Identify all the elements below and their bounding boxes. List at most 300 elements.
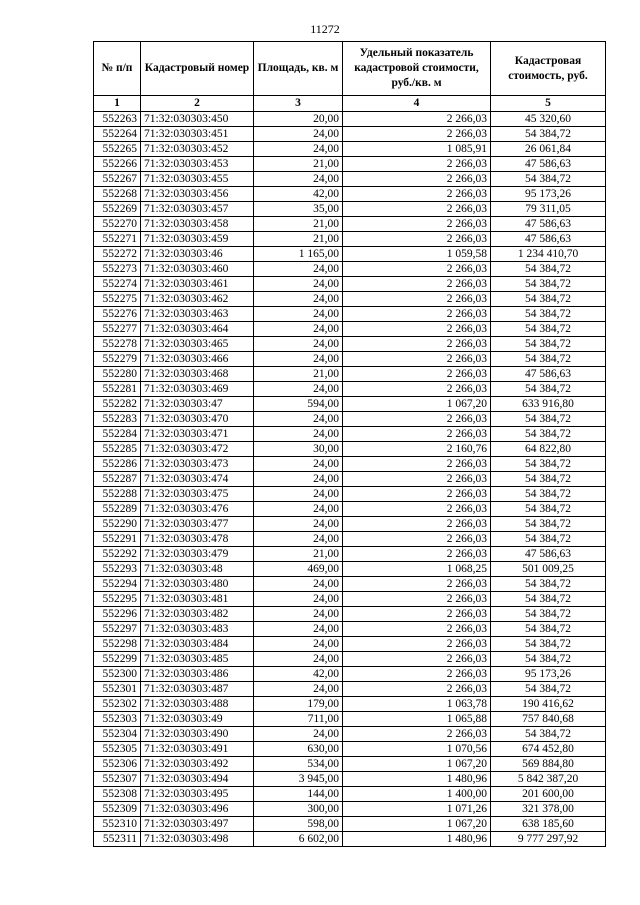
cadastral-value: 54 384,72 [491,682,606,697]
cadastral-value: 54 384,72 [491,172,606,187]
row-number: 552308 [94,787,141,802]
cadastral-value: 54 384,72 [491,307,606,322]
specific-value: 1 071,26 [343,802,491,817]
specific-value: 1 400,00 [343,787,491,802]
cadastral-value: 47 586,63 [491,232,606,247]
cadastral-number: 71:32:030303:492 [141,757,254,772]
specific-value: 1 068,25 [343,562,491,577]
cadastral-number: 71:32:030303:468 [141,367,254,382]
area-value: 20,00 [254,112,343,127]
cadastral-value: 190 416,62 [491,697,606,712]
area-value: 24,00 [254,307,343,322]
table-row [94,637,606,652]
cadastral-value: 5 842 387,20 [491,772,606,787]
area-value: 24,00 [254,652,343,667]
specific-value: 2 266,03 [343,292,491,307]
cadastral-value: 54 384,72 [491,322,606,337]
table-row [94,832,606,847]
area-value: 24,00 [254,622,343,637]
row-number: 552290 [94,517,141,532]
cadastral-value: 54 384,72 [491,352,606,367]
cadastral-value: 54 384,72 [491,472,606,487]
table-row [94,367,606,382]
row-number: 552298 [94,637,141,652]
table-row [94,352,606,367]
area-value: 534,00 [254,757,343,772]
table-row [94,667,606,682]
specific-value: 2 266,03 [343,547,491,562]
page-number: 11272 [310,22,340,36]
specific-value: 2 266,03 [343,487,491,502]
cadastral-value: 54 384,72 [491,292,606,307]
table-row [94,247,606,262]
table-row [94,232,606,247]
table-row [94,457,606,472]
cadastral-number: 71:32:030303:47 [141,397,254,412]
cadastral-value: 54 384,72 [491,532,606,547]
specific-value: 2 266,03 [343,667,491,682]
table-row [94,427,606,442]
cadastral-value: 54 384,72 [491,457,606,472]
row-number: 552307 [94,772,141,787]
table-body [94,112,606,847]
cadastral-number: 71:32:030303:484 [141,637,254,652]
row-number: 552293 [94,562,141,577]
cadastral-value: 54 384,72 [491,592,606,607]
specific-value: 1 480,96 [343,772,491,787]
cadastral-value: 674 452,80 [491,742,606,757]
cadastral-value: 54 384,72 [491,277,606,292]
specific-value: 2 266,03 [343,607,491,622]
cadastral-value: 501 009,25 [491,562,606,577]
table-row [94,532,606,547]
cadastral-value: 95 173,26 [491,187,606,202]
table-row [94,412,606,427]
cadastral-number: 71:32:030303:452 [141,142,254,157]
area-value: 24,00 [254,292,343,307]
table-row [94,682,606,697]
table-row [94,442,606,457]
column-number: 4 [343,96,491,112]
row-number: 552287 [94,472,141,487]
cadastral-value: 54 384,72 [491,622,606,637]
column-number: 5 [491,96,606,112]
row-number: 552304 [94,727,141,742]
cadastral-number: 71:32:030303:465 [141,337,254,352]
row-number: 552284 [94,427,141,442]
row-number: 552286 [94,457,141,472]
cadastral-number: 71:32:030303:466 [141,352,254,367]
table-row [94,202,606,217]
area-value: 24,00 [254,577,343,592]
cadastral-number: 71:32:030303:496 [141,802,254,817]
specific-value: 2 266,03 [343,337,491,352]
row-number: 552271 [94,232,141,247]
cadastral-value: 47 586,63 [491,547,606,562]
area-value: 21,00 [254,217,343,232]
row-number: 552303 [94,712,141,727]
cadastral-number: 71:32:030303:479 [141,547,254,562]
area-value: 24,00 [254,337,343,352]
row-number: 552270 [94,217,141,232]
cadastral-number: 71:32:030303:490 [141,727,254,742]
table-row [94,112,606,127]
specific-value: 2 266,03 [343,457,491,472]
header-cadastral-value: Кадастровая стоимость, руб. [491,42,606,96]
specific-value: 2 266,03 [343,682,491,697]
row-number: 552282 [94,397,141,412]
cadastral-number: 71:32:030303:472 [141,442,254,457]
specific-value: 2 266,03 [343,367,491,382]
specific-value: 2 266,03 [343,502,491,517]
area-value: 24,00 [254,592,343,607]
table-row [94,727,606,742]
table-row [94,322,606,337]
column-number-row [94,96,606,112]
area-value: 24,00 [254,487,343,502]
row-number: 552280 [94,367,141,382]
cadastral-value: 45 320,60 [491,112,606,127]
row-number: 552277 [94,322,141,337]
cadastral-value: 54 384,72 [491,337,606,352]
cadastral-number: 71:32:030303:471 [141,427,254,442]
cadastral-value: 54 384,72 [491,577,606,592]
area-value: 24,00 [254,127,343,142]
cadastral-value: 54 384,72 [491,412,606,427]
header-num: № п/п [94,42,141,96]
row-number: 552278 [94,337,141,352]
table-row [94,142,606,157]
cadastral-number: 71:32:030303:476 [141,502,254,517]
specific-value: 2 266,03 [343,532,491,547]
row-number: 552288 [94,487,141,502]
cadastral-value: 321 378,00 [491,802,606,817]
area-value: 24,00 [254,472,343,487]
specific-value: 1 067,20 [343,817,491,832]
table-row [94,562,606,577]
cadastral-value: 54 384,72 [491,652,606,667]
specific-value: 2 266,03 [343,427,491,442]
row-number: 552294 [94,577,141,592]
table-row [94,487,606,502]
row-number: 552289 [94,502,141,517]
cadastral-number: 71:32:030303:470 [141,412,254,427]
cadastral-number: 71:32:030303:487 [141,682,254,697]
area-value: 30,00 [254,442,343,457]
specific-value: 2 266,03 [343,232,491,247]
area-value: 179,00 [254,697,343,712]
row-number: 552265 [94,142,141,157]
specific-value: 2 266,03 [343,517,491,532]
table-row [94,262,606,277]
cadastral-value: 54 384,72 [491,487,606,502]
area-value: 144,00 [254,787,343,802]
column-number: 1 [94,96,141,112]
table-row [94,787,606,802]
header-area: Площадь, кв. м [254,42,343,96]
cadastral-number: 71:32:030303:460 [141,262,254,277]
table-row [94,742,606,757]
table-row [94,757,606,772]
area-value: 24,00 [254,277,343,292]
cadastral-number: 71:32:030303:48 [141,562,254,577]
area-value: 24,00 [254,457,343,472]
cadastral-number: 71:32:030303:457 [141,202,254,217]
table-row [94,592,606,607]
area-value: 42,00 [254,667,343,682]
row-number: 552291 [94,532,141,547]
area-value: 6 602,00 [254,832,343,847]
cadastral-number: 71:32:030303:450 [141,112,254,127]
row-number: 552295 [94,592,141,607]
cadastral-number: 71:32:030303:464 [141,322,254,337]
table-row [94,502,606,517]
row-number: 552274 [94,277,141,292]
table-row [94,307,606,322]
table-row [94,697,606,712]
specific-value: 2 266,03 [343,307,491,322]
table-row [94,382,606,397]
cadastral-value: 54 384,72 [491,382,606,397]
specific-value: 2 266,03 [343,577,491,592]
specific-value: 2 266,03 [343,202,491,217]
column-number: 3 [254,96,343,112]
specific-value: 1 067,20 [343,397,491,412]
specific-value: 2 266,03 [343,127,491,142]
row-number: 552299 [94,652,141,667]
cadastral-number: 71:32:030303:497 [141,817,254,832]
cadastral-number: 71:32:030303:480 [141,577,254,592]
cadastral-number: 71:32:030303:453 [141,157,254,172]
cadastral-value: 47 586,63 [491,157,606,172]
area-value: 598,00 [254,817,343,832]
table-row [94,157,606,172]
row-number: 552292 [94,547,141,562]
row-number: 552279 [94,352,141,367]
area-value: 24,00 [254,412,343,427]
cadastral-number: 71:32:030303:491 [141,742,254,757]
row-number: 552281 [94,382,141,397]
area-value: 42,00 [254,187,343,202]
row-number: 552276 [94,307,141,322]
row-number: 552296 [94,607,141,622]
cadastral-number: 71:32:030303:459 [141,232,254,247]
specific-value: 2 266,03 [343,322,491,337]
table-row [94,622,606,637]
cadastral-number: 71:32:030303:474 [141,472,254,487]
specific-value: 1 085,91 [343,142,491,157]
header-specific-value: Удельный показатель кадастровой стоимости, руб./кв. м [343,42,491,96]
area-value: 594,00 [254,397,343,412]
area-value: 469,00 [254,562,343,577]
table-row [94,802,606,817]
table-row [94,292,606,307]
cadastral-value: 757 840,68 [491,712,606,727]
table-row [94,772,606,787]
row-number: 552264 [94,127,141,142]
table-row [94,607,606,622]
area-value: 300,00 [254,802,343,817]
area-value: 21,00 [254,232,343,247]
row-number: 552306 [94,757,141,772]
specific-value: 1 067,20 [343,757,491,772]
cadastral-number: 71:32:030303:473 [141,457,254,472]
cadastral-number: 71:32:030303:458 [141,217,254,232]
area-value: 24,00 [254,382,343,397]
row-number: 552297 [94,622,141,637]
area-value: 35,00 [254,202,343,217]
cadastral-value: 201 600,00 [491,787,606,802]
cadastral-number: 71:32:030303:477 [141,517,254,532]
specific-value: 2 266,03 [343,412,491,427]
area-value: 3 945,00 [254,772,343,787]
area-value: 24,00 [254,502,343,517]
cadastral-number: 71:32:030303:486 [141,667,254,682]
specific-value: 2 266,03 [343,217,491,232]
row-number: 552309 [94,802,141,817]
table-row [94,217,606,232]
specific-value: 2 266,03 [343,187,491,202]
cadastral-number: 71:32:030303:482 [141,607,254,622]
specific-value: 1 480,96 [343,832,491,847]
row-number: 552302 [94,697,141,712]
cadastral-value: 633 916,80 [491,397,606,412]
cadastral-number: 71:32:030303:481 [141,592,254,607]
table-row [94,172,606,187]
table-row [94,712,606,727]
cadastral-value: 9 777 297,92 [491,832,606,847]
area-value: 24,00 [254,352,343,367]
specific-value: 2 266,03 [343,382,491,397]
row-number: 552268 [94,187,141,202]
cadastral-value: 1 234 410,70 [491,247,606,262]
table-row [94,337,606,352]
area-value: 24,00 [254,727,343,742]
cadastral-number: 71:32:030303:462 [141,292,254,307]
header-cadastral-number: Кадастровый номер [141,42,254,96]
area-value: 24,00 [254,607,343,622]
cadastral-number: 71:32:030303:485 [141,652,254,667]
specific-value: 2 266,03 [343,622,491,637]
table-row [94,127,606,142]
area-value: 24,00 [254,172,343,187]
cadastral-value: 47 586,63 [491,367,606,382]
row-number: 552283 [94,412,141,427]
cadastral-value: 54 384,72 [491,502,606,517]
area-value: 21,00 [254,547,343,562]
area-value: 24,00 [254,517,343,532]
column-number: 2 [141,96,254,112]
specific-value: 2 266,03 [343,262,491,277]
area-value: 24,00 [254,637,343,652]
table-row [94,397,606,412]
specific-value: 2 266,03 [343,157,491,172]
row-number: 552272 [94,247,141,262]
specific-value: 2 266,03 [343,352,491,367]
area-value: 1 165,00 [254,247,343,262]
cadastral-value: 638 185,60 [491,817,606,832]
cadastral-value: 54 384,72 [491,262,606,277]
area-value: 630,00 [254,742,343,757]
area-value: 24,00 [254,262,343,277]
table-row [94,577,606,592]
table-row [94,277,606,292]
area-value: 24,00 [254,682,343,697]
table-row [94,517,606,532]
area-value: 24,00 [254,427,343,442]
row-number: 552301 [94,682,141,697]
specific-value: 2 266,03 [343,637,491,652]
specific-value: 1 063,78 [343,697,491,712]
row-number: 552300 [94,667,141,682]
row-number: 552273 [94,262,141,277]
cadastral-value: 54 384,72 [491,637,606,652]
row-number: 552310 [94,817,141,832]
cadastral-number: 71:32:030303:451 [141,127,254,142]
area-value: 24,00 [254,322,343,337]
specific-value: 1 059,58 [343,247,491,262]
cadastral-value: 54 384,72 [491,727,606,742]
row-number: 552263 [94,112,141,127]
cadastral-value: 54 384,72 [491,427,606,442]
area-value: 21,00 [254,367,343,382]
specific-value: 2 266,03 [343,472,491,487]
cadastral-value: 26 061,84 [491,142,606,157]
cadastral-number: 71:32:030303:475 [141,487,254,502]
area-value: 711,00 [254,712,343,727]
cadastral-number: 71:32:030303:456 [141,187,254,202]
area-value: 21,00 [254,157,343,172]
cadastral-value: 95 173,26 [491,667,606,682]
cadastral-number: 71:32:030303:478 [141,532,254,547]
specific-value: 1 065,88 [343,712,491,727]
cadastral-number: 71:32:030303:495 [141,787,254,802]
cadastral-number: 71:32:030303:498 [141,832,254,847]
cadastral-number: 71:32:030303:483 [141,622,254,637]
table-row [94,817,606,832]
table-row [94,547,606,562]
cadastral-number: 71:32:030303:494 [141,772,254,787]
row-number: 552285 [94,442,141,457]
area-value: 24,00 [254,142,343,157]
cadastral-value: 569 884,80 [491,757,606,772]
cadastral-number: 71:32:030303:455 [141,172,254,187]
row-number: 552311 [94,832,141,847]
cadastral-number: 71:32:030303:488 [141,697,254,712]
specific-value: 2 266,03 [343,112,491,127]
cadastral-value: 79 311,05 [491,202,606,217]
cadastral-number: 71:32:030303:46 [141,247,254,262]
cadastral-number: 71:32:030303:49 [141,712,254,727]
cadastral-number: 71:32:030303:463 [141,307,254,322]
table-row [94,652,606,667]
row-number: 552269 [94,202,141,217]
table-row [94,187,606,202]
cadastral-value-table [93,41,606,847]
table-row [94,472,606,487]
cadastral-number: 71:32:030303:461 [141,277,254,292]
area-value: 24,00 [254,532,343,547]
row-number: 552267 [94,172,141,187]
cadastral-value: 54 384,72 [491,607,606,622]
specific-value: 2 266,03 [343,172,491,187]
specific-value: 2 266,03 [343,592,491,607]
specific-value: 2 266,03 [343,277,491,292]
specific-value: 2 266,03 [343,727,491,742]
header-row [94,42,606,96]
row-number: 552266 [94,157,141,172]
cadastral-value: 64 822,80 [491,442,606,457]
